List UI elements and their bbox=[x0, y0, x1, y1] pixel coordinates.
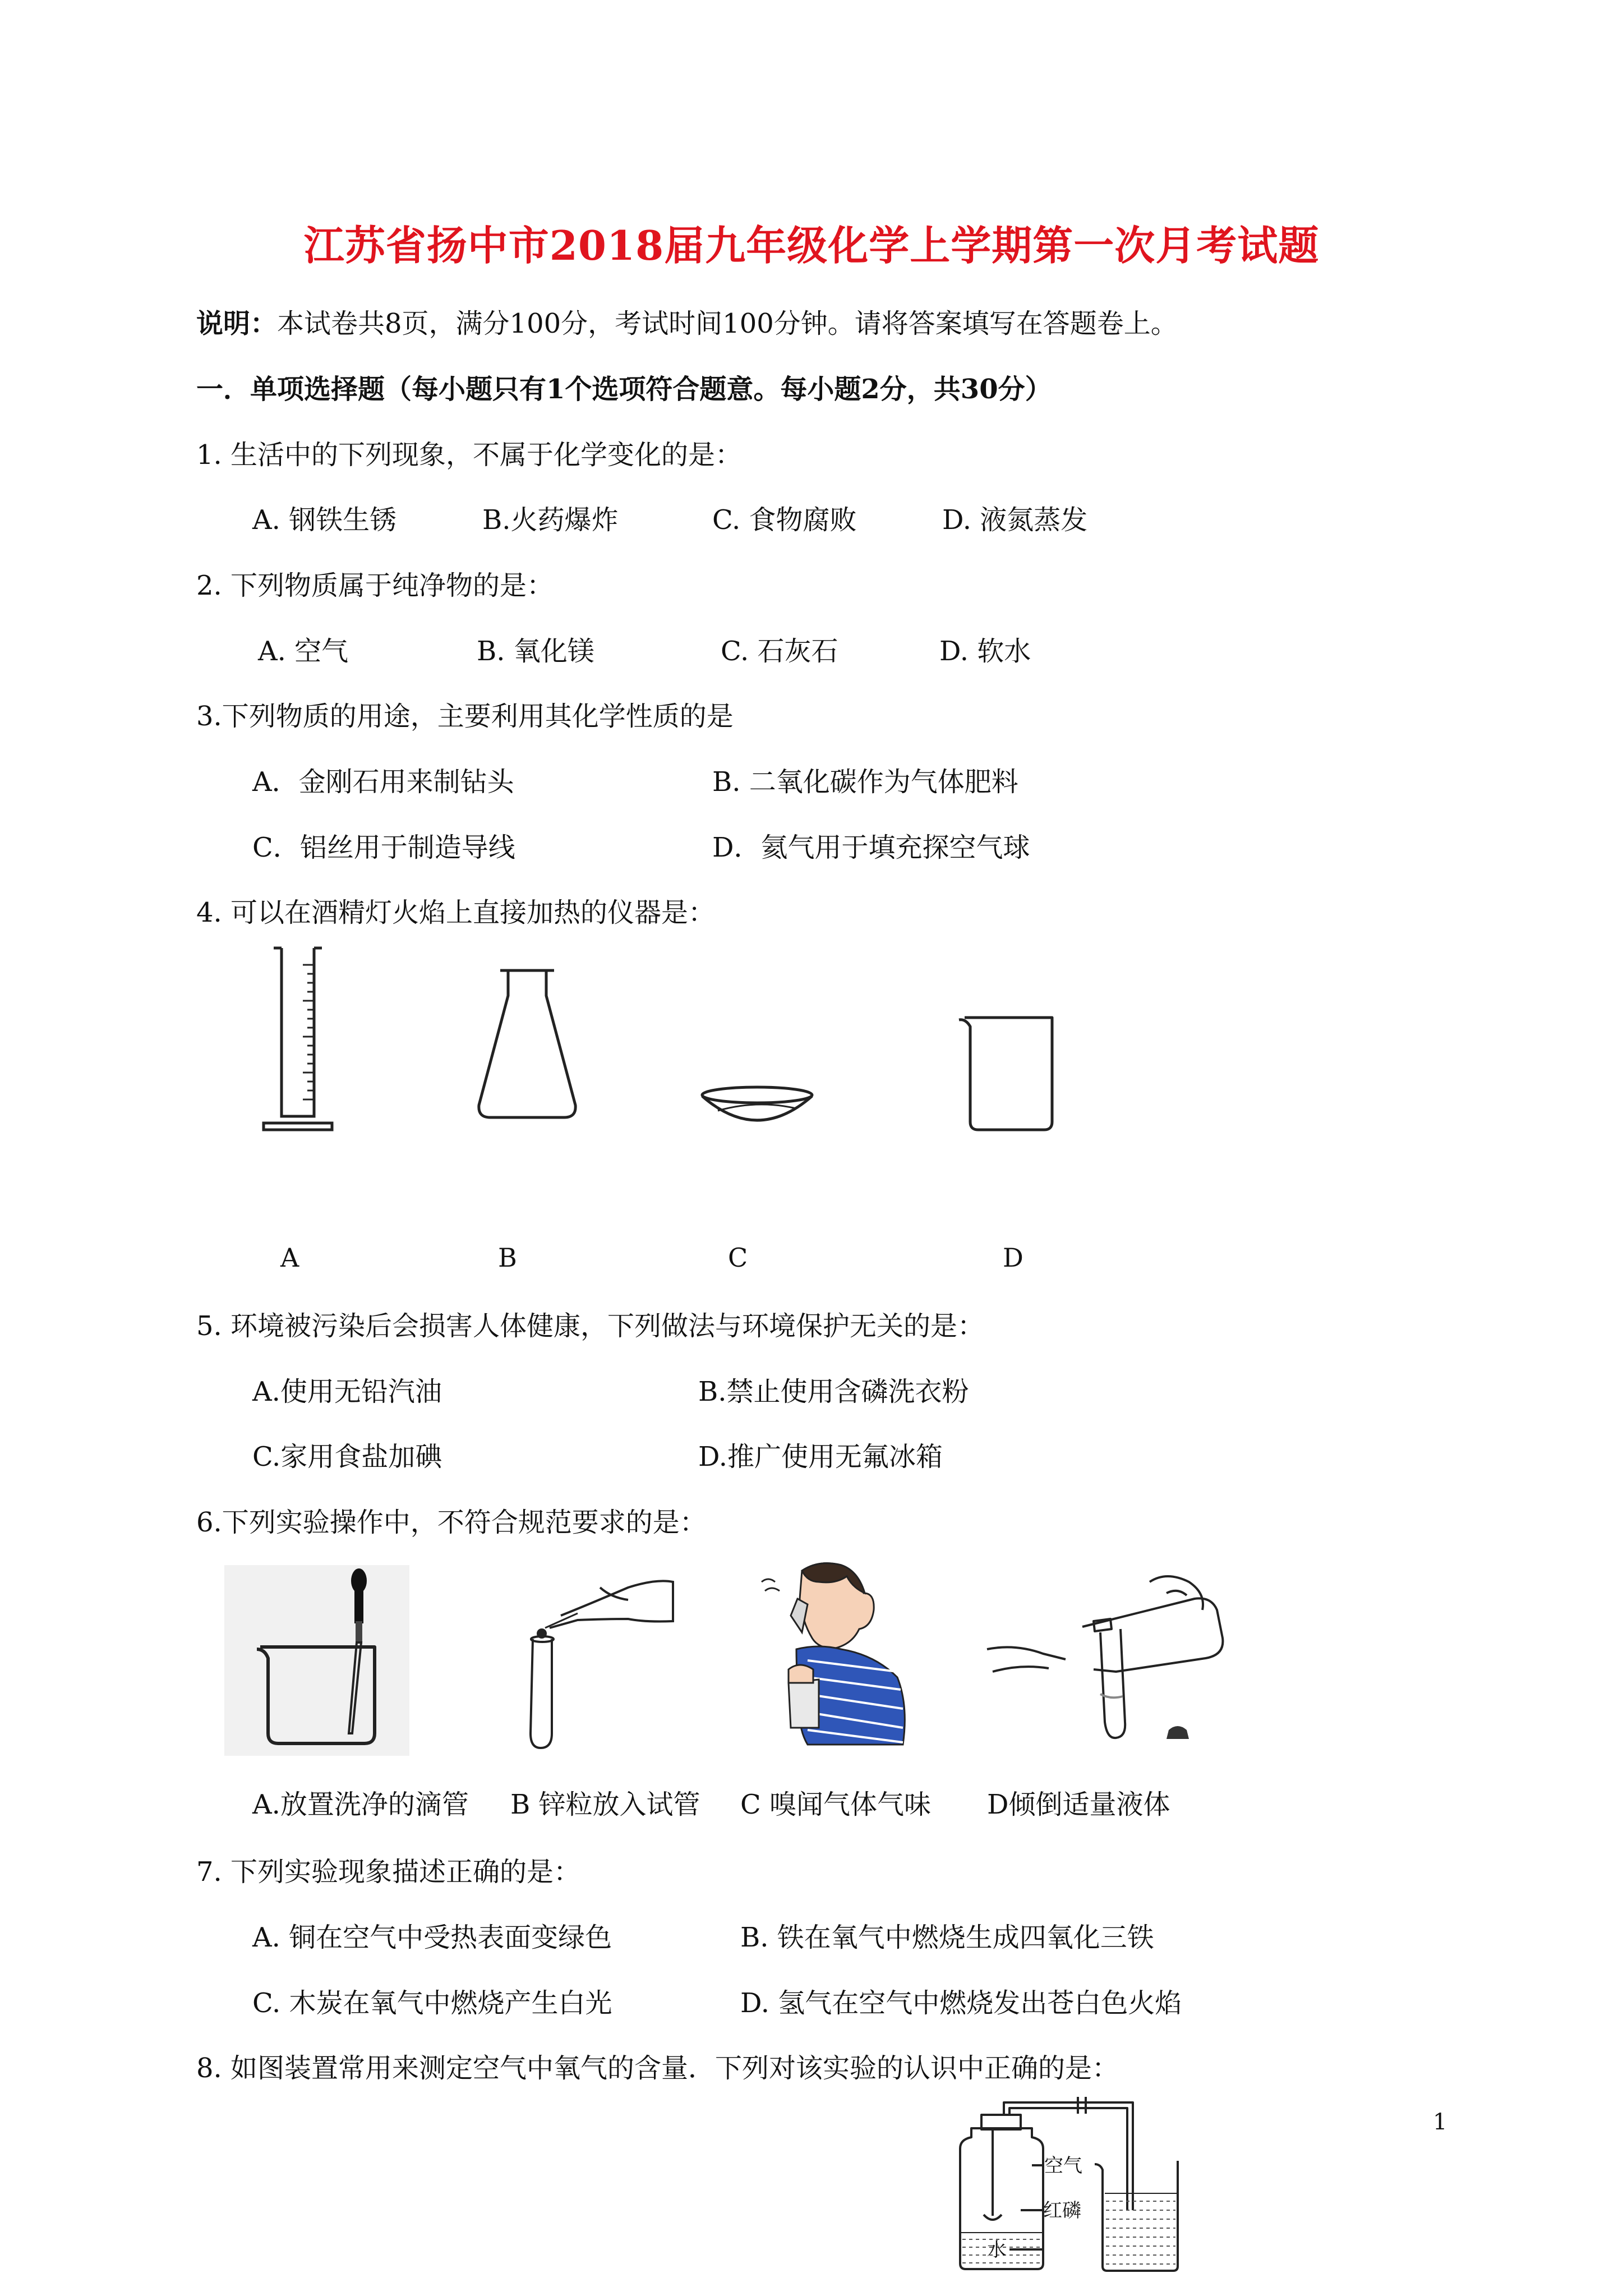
q4-label-d: D bbox=[1003, 1243, 1023, 1273]
q2-option-a: A. 空气 bbox=[258, 636, 349, 667]
q6-option-a: A.放置洗净的滴管 bbox=[252, 1789, 469, 1820]
q3-option-c: C．铝丝用于制造导线 bbox=[252, 832, 515, 863]
section-heading: 一．单项选择题（每小题只有1个选项符合题意。每小题2分，共30分） bbox=[196, 374, 1052, 405]
q6-option-c: C 嗅闻气体气味 bbox=[740, 1789, 931, 1820]
q7-stem: 7. 下列实验现象描述正确的是： bbox=[196, 1856, 581, 1888]
q4-label-a: A bbox=[280, 1243, 299, 1273]
q7-option-a: A. 铜在空气中受热表面变绿色 bbox=[252, 1922, 612, 1953]
graduated-cylinder-icon bbox=[258, 942, 370, 1139]
q2-stem: 2. 下列物质属于纯净物的是： bbox=[196, 570, 554, 601]
q3-option-d: D．氦气用于填充探空气球 bbox=[712, 832, 1030, 863]
evaporating-dish-icon bbox=[695, 1083, 824, 1133]
q7-option-b: B. 铁在氧气中燃烧生成四氧化三铁 bbox=[740, 1922, 1154, 1953]
label-air: 空气 bbox=[1044, 2155, 1082, 2177]
test-tube-zinc-icon bbox=[494, 1565, 679, 1756]
q2-option-b: B. 氧化镁 bbox=[477, 636, 594, 667]
q2-option-c: C. 石灰石 bbox=[721, 636, 838, 667]
q4-label-c: C bbox=[728, 1243, 748, 1273]
q2-option-d: D. 软水 bbox=[939, 636, 1031, 667]
q5-option-c: C.家用食盐加碘 bbox=[252, 1441, 442, 1473]
q5-stem: 5. 环境被污染后会损害人体健康，下列做法与环境保护无关的是： bbox=[196, 1310, 985, 1342]
q4-stem: 4. 可以在酒精灯火焰上直接加热的仪器是： bbox=[196, 897, 716, 928]
q3-option-b: B. 二氧化碳作为气体肥料 bbox=[712, 766, 1018, 798]
q1-stem: 1. 生活中的下列现象，不属于化学变化的是： bbox=[196, 439, 743, 471]
oxygen-content-apparatus-icon bbox=[948, 2092, 1195, 2277]
q3-stem: 3.下列物质的用途，主要利用其化学性质的是 bbox=[196, 701, 734, 732]
label-water: 水 bbox=[987, 2239, 1006, 2261]
q5-option-d: D.推广使用无氟冰箱 bbox=[698, 1441, 943, 1473]
q1-option-a: A. 钢铁生锈 bbox=[252, 504, 397, 536]
pouring-liquid-icon bbox=[981, 1559, 1234, 1761]
q1-option-d: D. 液氮蒸发 bbox=[942, 504, 1088, 536]
q1-option-b: B.火药爆炸 bbox=[482, 504, 619, 536]
note-prefix: 说明： bbox=[196, 308, 278, 339]
page-title: 江苏省扬中市2018届九年级化学上学期第一次月考试题 bbox=[303, 222, 1320, 269]
q8-stem: 8. 如图装置常用来测定空气中氧气的含量．下列对该实验的认识中正确的是： bbox=[196, 2053, 1119, 2084]
q6-option-d: D倾倒适量液体 bbox=[987, 1789, 1170, 1820]
note-text: 本试卷共8页，满分100分，考试时间100分钟。请将答案填写在答题卷上。 bbox=[277, 308, 1178, 339]
q7-option-d: D. 氢气在空气中燃烧发出苍白色火焰 bbox=[740, 1987, 1182, 2019]
q4-label-b: B bbox=[498, 1243, 517, 1273]
dropper-in-beaker-icon bbox=[224, 1565, 409, 1756]
q5-option-a: A.使用无铅汽油 bbox=[252, 1376, 442, 1407]
q1-option-c: C. 食物腐败 bbox=[712, 504, 857, 536]
q6-stem: 6.下列实验操作中，不符合规范要求的是： bbox=[196, 1507, 707, 1538]
boy-smelling-gas-icon bbox=[735, 1559, 937, 1756]
q7-option-c: C. 木炭在氧气中燃烧产生白光 bbox=[252, 1987, 612, 2019]
page-number: 1 bbox=[1433, 2109, 1447, 2135]
conical-flask-icon bbox=[471, 965, 583, 1133]
beaker-icon bbox=[953, 1010, 1066, 1139]
label-red-phosphorus: 红磷 bbox=[1043, 2200, 1081, 2222]
q6-option-b: B 锌粒放入试管 bbox=[510, 1789, 700, 1820]
q5-option-b: B.禁止使用含磷洗衣粉 bbox=[698, 1376, 969, 1407]
q3-option-a: A．金刚石用来制钻头 bbox=[252, 766, 514, 798]
note bbox=[196, 302, 1178, 341]
